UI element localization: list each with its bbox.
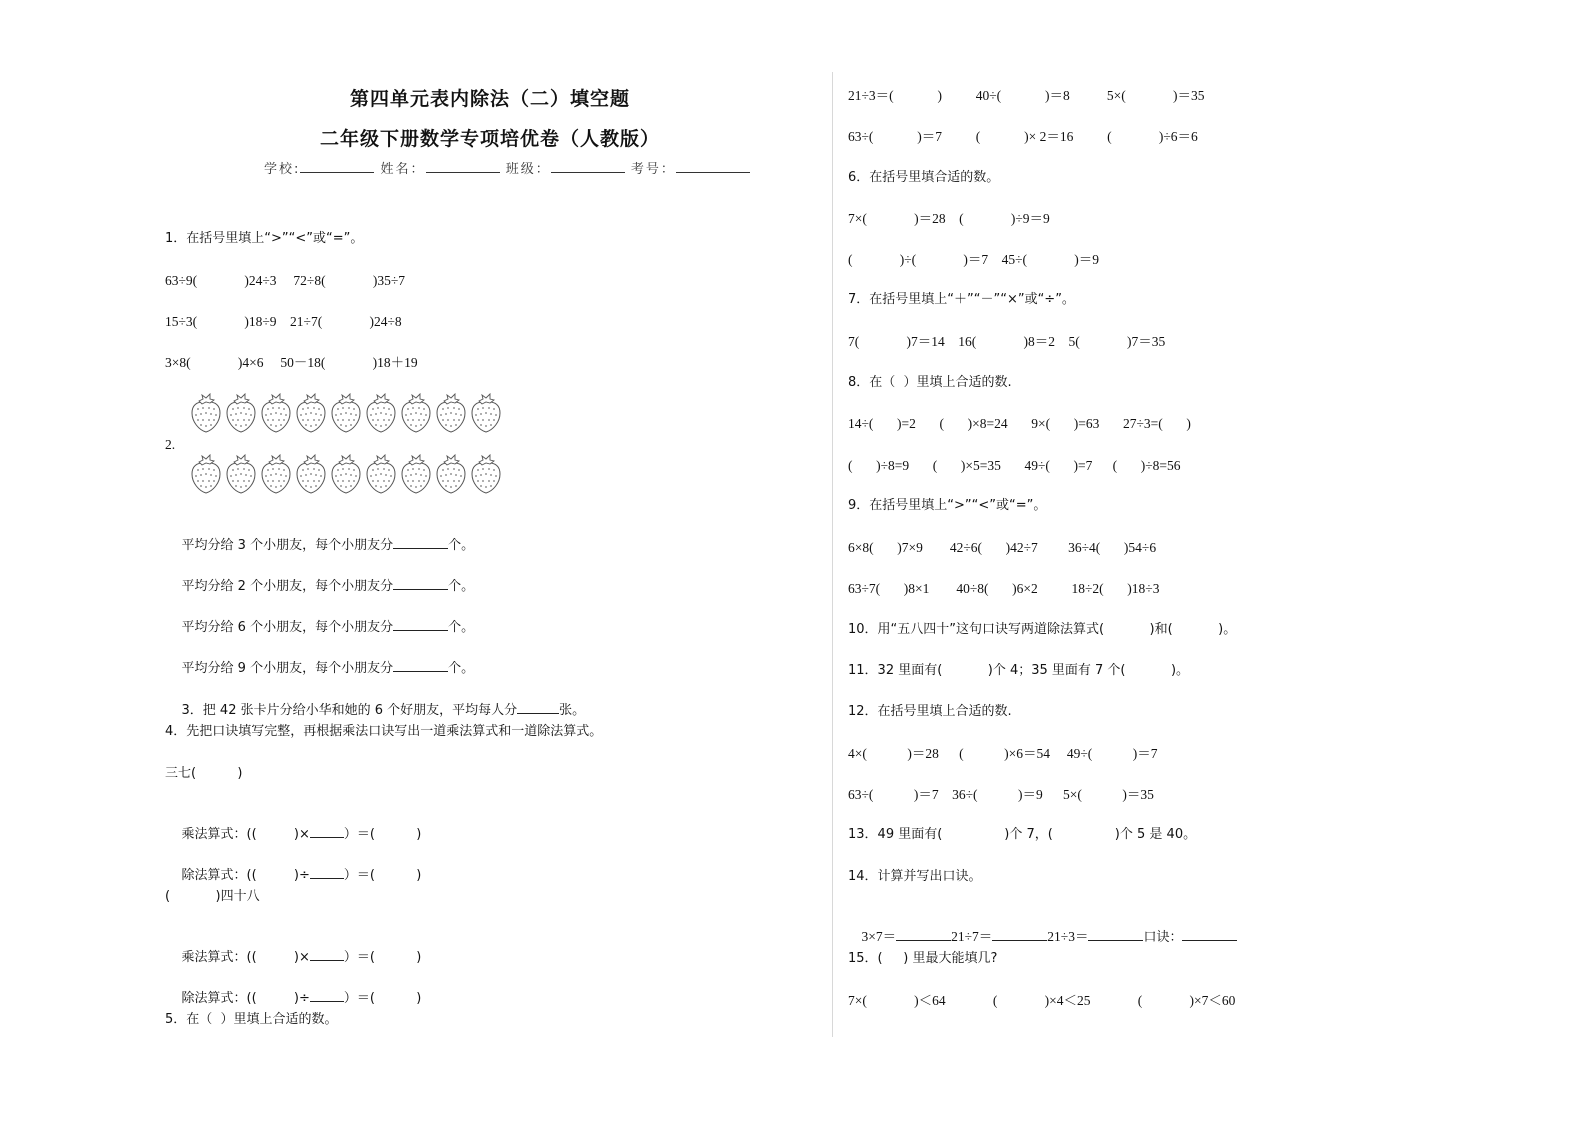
answer-blank[interactable]	[896, 927, 951, 941]
multiplication-result: ）＝( )	[343, 950, 422, 965]
strawberry-icon	[190, 392, 222, 434]
strawberry-icon	[295, 392, 327, 434]
question-15-row: 7×( )＜64 ( )×4＜25 ( )×7＜60	[848, 993, 1236, 1008]
division-result: ）＝( )	[343, 991, 422, 1006]
question-14-prompt: 14．计算并写出口诀。	[848, 869, 982, 884]
strawberry-icon	[330, 392, 362, 434]
strawberry-icon	[260, 392, 292, 434]
strawberry-icon	[260, 453, 292, 495]
class-blank[interactable]	[551, 160, 625, 173]
answer-blank[interactable]	[393, 658, 448, 672]
strawberry-row	[190, 392, 502, 434]
exam-number-blank[interactable]	[676, 160, 750, 173]
strawberry-icon	[435, 392, 467, 434]
question-2-row-unit: 个。	[448, 620, 475, 635]
answer-blank[interactable]	[310, 988, 344, 1002]
expression-text: 21÷7＝	[951, 929, 993, 944]
question-4-prompt: 4．先把口诀填写完整，再根据乘法口诀写出一道乘法算式和一道除法算式。	[165, 724, 603, 739]
question-3-text: 3．把 42 张卡片分给小华和她的 6 个好朋友，平均每人分	[181, 703, 518, 718]
question-2-row-text: 平均分给 6 个小朋友，每个小朋友分	[181, 620, 394, 635]
question-2-row-text: 平均分给 3 个小朋友，每个小朋友分	[181, 538, 394, 553]
question-3-unit: 张。	[559, 703, 586, 718]
strawberry-icon	[435, 453, 467, 495]
question-9-row: 63÷7( )8×1 40÷8( )6×2 18÷2( )18÷3	[848, 581, 1160, 596]
name-blank[interactable]	[426, 160, 500, 173]
multiplication-result: ）＝( )	[343, 827, 422, 842]
answer-blank[interactable]	[393, 535, 448, 549]
question-12-prompt: 12．在括号里填上合适的数.	[848, 704, 1012, 719]
answer-blank[interactable]	[1088, 927, 1143, 941]
multiplication-text: 乘法算式：(( )×	[181, 827, 310, 842]
question-1-row: 15÷3( )18÷9 21÷7( )24÷8	[165, 314, 402, 329]
question-1-prompt: 1．在括号里填上“>”“<”或“=”。	[165, 231, 364, 246]
question-8-prompt: 8．在（ ）里填上合适的数.	[848, 375, 1012, 390]
strawberry-icon	[470, 453, 502, 495]
question-5-prompt: 5．在（ ）里填上合适的数。	[165, 1012, 338, 1027]
exam-number-label: 考号：	[630, 162, 676, 177]
rhyme-line: 三七( )	[165, 766, 243, 781]
division-result: ）＝( )	[343, 868, 422, 883]
strawberry-icon	[400, 453, 432, 495]
question-2-number: 2.	[165, 437, 176, 452]
question-10: 10．用“五八四十”这句口诀写两道除法算式( )和( )。	[848, 622, 1237, 637]
question-2-row-text: 平均分给 9 个小朋友，每个小朋友分	[181, 661, 394, 676]
name-label: 姓名：	[380, 162, 426, 177]
school-blank[interactable]	[300, 160, 374, 173]
question-1-row: 3×8( )4×6 50－18( )18＋19	[165, 355, 418, 370]
expression-text: 21÷3＝	[1047, 929, 1089, 944]
strawberry-icon	[295, 453, 327, 495]
question-8-row: 14÷( )=2 ( )×8=24 9×( )=63 27÷3=( )	[848, 416, 1191, 431]
strawberry-icon	[225, 392, 257, 434]
answer-blank[interactable]	[310, 947, 344, 961]
answer-blank[interactable]	[393, 576, 448, 590]
question-11: 11．32 里面有( )个 4；35 里面有 7 个( )。	[848, 663, 1190, 678]
question-7-row: 7( )7＝14 16( )8＝2 5( )7＝35	[848, 334, 1166, 349]
column-divider	[832, 72, 833, 1037]
strawberry-icon	[365, 392, 397, 434]
question-2-row-unit: 个。	[448, 661, 475, 676]
question-8-row: ( )÷8=9 ( )×5=35 49÷( )=7 ( )÷8=56	[848, 458, 1181, 473]
expression-text: 3×7＝	[861, 929, 897, 944]
question-13: 13．49 里面有( )个 7，( )个 5 是 40。	[848, 827, 1197, 842]
answer-blank[interactable]	[310, 865, 344, 879]
division-text: 除法算式：(( )÷	[181, 991, 310, 1006]
worksheet-subtitle: 二年级下册数学专项培优卷（人教版）	[319, 128, 660, 150]
worksheet-title: 第四单元表内除法（二）填空题	[349, 88, 630, 110]
question-6-row: 7×( )＝28 ( )÷9＝9	[848, 211, 1050, 226]
class-label: 班级：	[505, 162, 551, 177]
question-6-row: ( )÷( )＝7 45÷( )＝9	[848, 252, 1100, 267]
answer-blank[interactable]	[393, 617, 448, 631]
strawberry-icon	[190, 453, 222, 495]
question-12-row: 4×( )＝28 ( )×6＝54 49÷( )＝7	[848, 746, 1158, 761]
question-15-prompt: 15．( ) 里最大能填几?	[848, 951, 998, 966]
question-5-row: 21÷3＝( ) 40÷( )＝8 5×( )＝35	[848, 88, 1205, 103]
question-9-row: 6×8( )7×9 42÷6( )42÷7 36÷4( )54÷6	[848, 540, 1157, 555]
question-2-row-unit: 个。	[448, 579, 475, 594]
question-7-prompt: 7．在括号里填上“＋”“－”“×”或“÷”。	[848, 292, 1075, 307]
student-info-fields	[264, 158, 752, 177]
answer-blank[interactable]	[1182, 927, 1237, 941]
strawberry-icon	[225, 453, 257, 495]
question-5-row: 63÷( )＝7 ( )× 2＝16 ( )÷6＝6	[848, 129, 1198, 144]
strawberry-icon	[470, 392, 502, 434]
strawberry-icon	[365, 453, 397, 495]
multiplication-text: 乘法算式：(( )×	[181, 950, 310, 965]
answer-blank[interactable]	[992, 927, 1047, 941]
strawberry-icon	[330, 453, 362, 495]
question-6-prompt: 6．在括号里填合适的数。	[848, 170, 1000, 185]
strawberry-row	[190, 453, 502, 495]
question-12-row: 63÷( )＝7 36÷( )＝9 5×( )＝35	[848, 787, 1154, 802]
question-2-row-unit: 个。	[448, 538, 475, 553]
question-2-row-text: 平均分给 2 个小朋友，每个小朋友分	[181, 579, 394, 594]
division-text: 除法算式：(( )÷	[181, 868, 310, 883]
answer-blank[interactable]	[310, 824, 344, 838]
rhyme-label: 口诀：	[1143, 930, 1183, 945]
question-1-row: 63÷9( )24÷3 72÷8( )35÷7	[165, 273, 405, 288]
question-9-prompt: 9．在括号里填上“>”“<”或“=”。	[848, 498, 1047, 513]
rhyme-line: ( )四十八	[165, 889, 260, 904]
strawberry-icon	[400, 392, 432, 434]
school-label: 学校:	[264, 162, 301, 177]
answer-blank[interactable]	[517, 700, 559, 714]
